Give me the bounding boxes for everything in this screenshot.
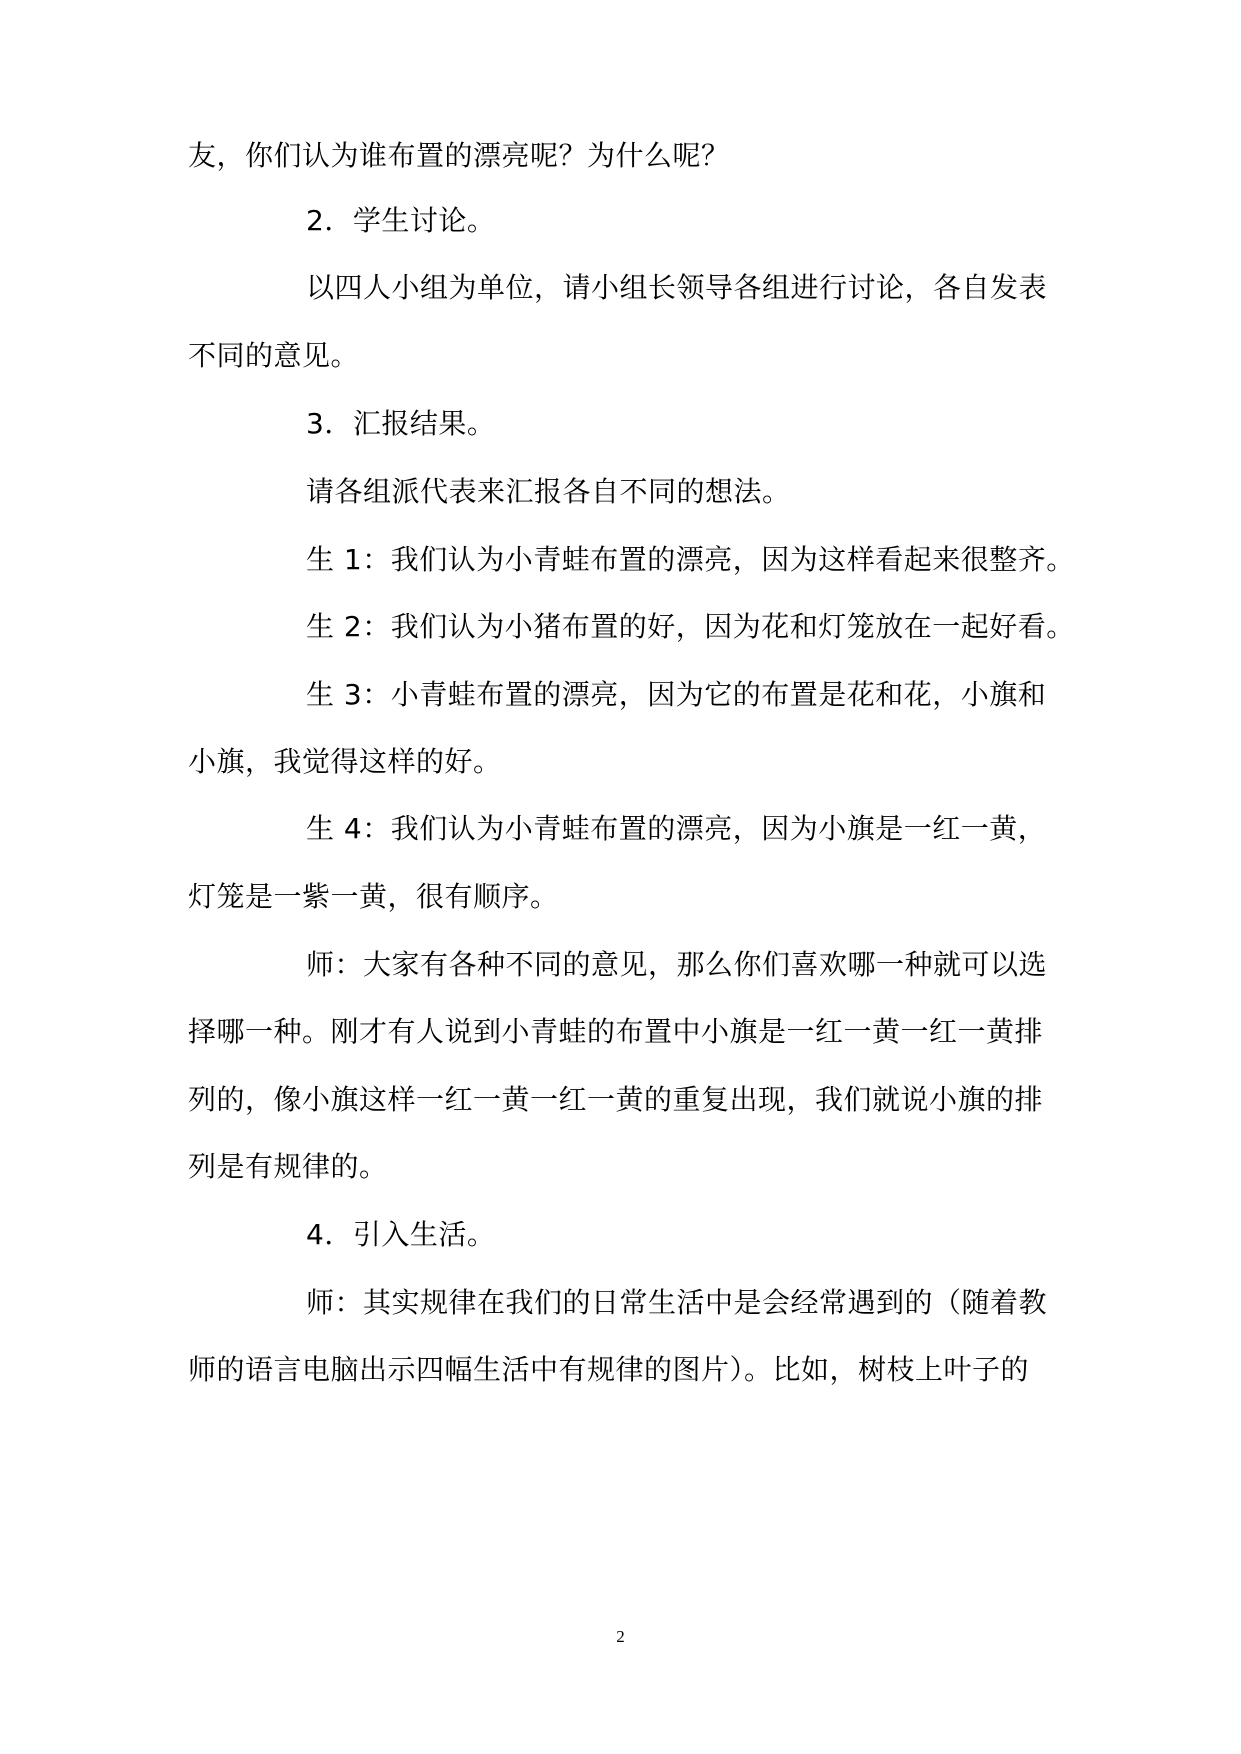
section-heading: 3．汇报结果。 [306,407,496,440]
text-line: 生 3：小青蛙布置的漂亮，因为它的布置是花和花，小旗和 [306,678,1047,711]
section-heading: 2．学生讨论。 [306,204,496,237]
text-line: 择哪一种。刚才有人说到小青蛙的布置中小旗是一红一黄一红一黄排 [188,1015,1044,1048]
text-line: 生 2：我们认为小猪布置的好，因为花和灯笼放在一起好看。 [306,610,1075,643]
text-line: 生 1：我们认为小青蛙布置的漂亮，因为这样看起来很整齐。 [306,543,1075,576]
section-heading: 4．引入生活。 [306,1218,496,1251]
text-line: 列是有规律的。 [188,1150,388,1183]
text-line: 请各组派代表来汇报各自不同的想法。 [306,475,791,508]
text-line: 列的，像小旗这样一红一黄一红一黄的重复出现，我们就说小旗的排 [188,1083,1044,1116]
text-line: 师：大家有各种不同的意见，那么你们喜欢哪一种就可以选 [306,948,1048,981]
text-line: 生 4：我们认为小青蛙布置的漂亮，因为小旗是一红一黄， [306,812,1047,845]
text-line: 小旗，我觉得这样的好。 [188,745,502,778]
text-line: 友，你们认为谁布置的漂亮呢？为什么呢？ [188,139,730,172]
text-line: 灯笼是一紫一黄，很有顺序。 [188,880,559,913]
text-line: 师的语言电脑出示四幅生活中有规律的图片）。比如，树枝上叶子的 [188,1353,1030,1386]
page-number: 2 [616,1627,625,1646]
text-line: 师：其实规律在我们的日常生活中是会经常遇到的（随着教 [306,1286,1048,1319]
text-line: 以四人小组为单位，请小组长领导各组进行讨论，各自发表 [306,271,1048,304]
text-line: 不同的意见。 [188,339,360,372]
